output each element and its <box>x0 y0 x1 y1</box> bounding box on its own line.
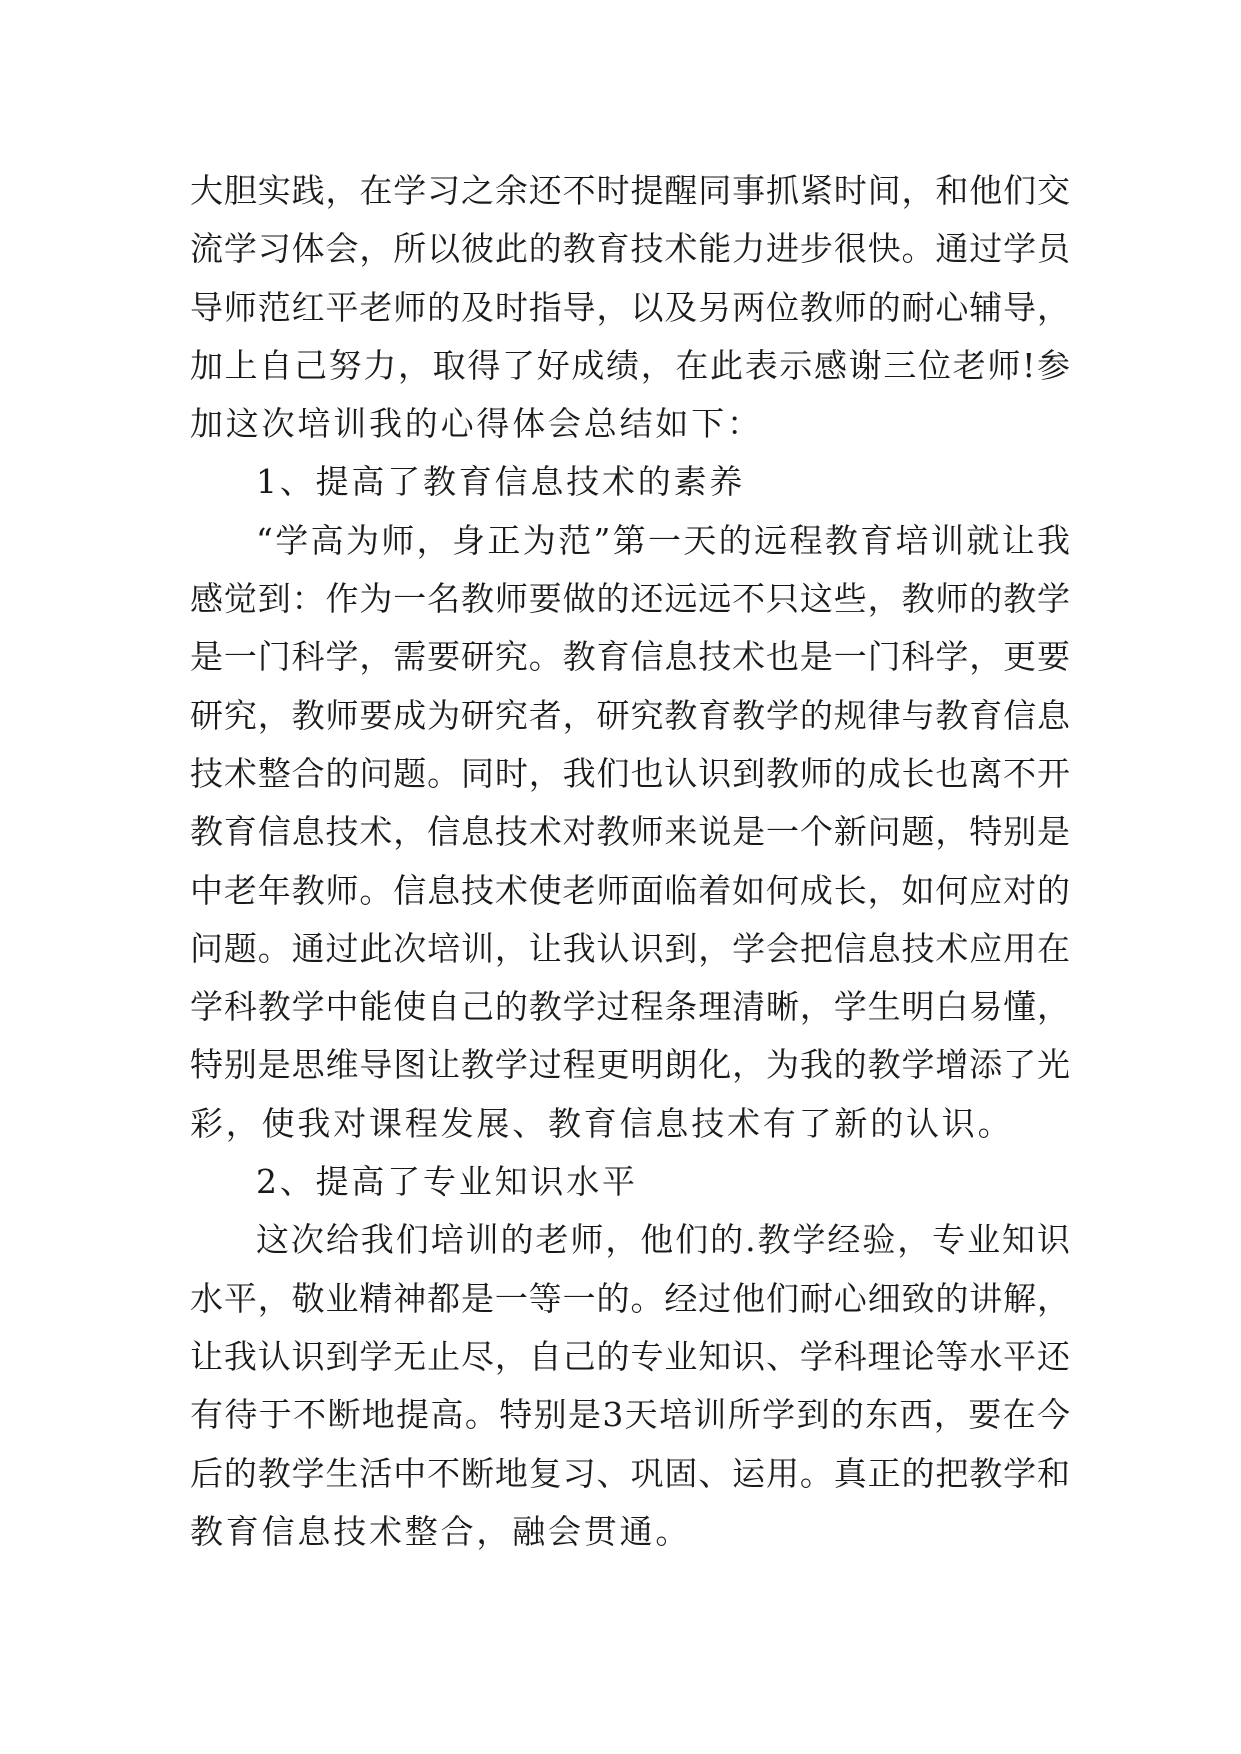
text-line: 导师范红平老师的及时指导，以及另两位教师的耐心辅导， <box>190 287 1070 327</box>
text-line: 加上自己努力，取得了好成绩，在此表示感谢三位老师!参 <box>190 345 1070 385</box>
section-heading-2: 2、提高了专业知识水平 <box>256 1162 638 1202</box>
text-line: 研究，教师要成为研究者，研究教育教学的规律与教育信息 <box>190 695 1070 735</box>
paragraph-first-line: “学高为师，身正为范”第一天的远程教育培训就让我 <box>256 520 1070 560</box>
text-line: 有待于不断地提高。特别是3天培训所学到的东西，要在今 <box>190 1395 1070 1435</box>
text-line: 后的教学生活中不断地复习、巩固、运用。真正的把教学和 <box>190 1453 1070 1493</box>
text-line: 彩，使我对课程发展、教育信息技术有了新的认识。 <box>190 1103 1014 1143</box>
text-line: 教育信息技术，信息技术对教师来说是一个新问题，特别是 <box>190 812 1070 852</box>
text-line: 大胆实践，在学习之余还不时提醒同事抓紧时间，和他们交 <box>190 171 1070 210</box>
text-line: 学科教学中能使自己的教学过程条理清晰，学生明白易懂， <box>190 987 1070 1027</box>
paragraph-first-line: 这次给我们培训的老师，他们的.教学经验，专业知识 <box>256 1220 1070 1260</box>
text-line: 技术整合的问题。同时，我们也认识到教师的成长也离不开 <box>190 753 1070 793</box>
section-heading-1: 1、提高了教育信息技术的素养 <box>256 462 746 502</box>
text-line: 问题。通过此次培训，让我认识到，学会把信息技术应用在 <box>190 928 1070 968</box>
text-line: 中老年教师。信息技术使老师面临着如何成长，如何应对的 <box>190 870 1070 910</box>
document-page <box>190 162 1070 1561</box>
text-line: 教育信息技术整合，融会贯通。 <box>190 1511 692 1551</box>
text-line: 流学习体会，所以彼此的教育技术能力进步很快。通过学员 <box>190 229 1070 269</box>
text-line: 特别是思维导图让教学过程更明朗化，为我的教学增添了光 <box>190 1045 1070 1085</box>
text-line: 是一门科学，需要研究。教育信息技术也是一门科学，更要 <box>190 637 1070 677</box>
text-line: 感觉到：作为一名教师要做的还远远不只这些，教师的教学 <box>190 579 1070 619</box>
text-line: 水平，敬业精神都是一等一的。经过他们耐心细致的讲解， <box>190 1278 1070 1318</box>
text-line: 让我认识到学无止尽，自己的专业知识、学科理论等水平还 <box>190 1336 1070 1376</box>
text-line: 加这次培训我的心得体会总结如下： <box>190 404 763 444</box>
